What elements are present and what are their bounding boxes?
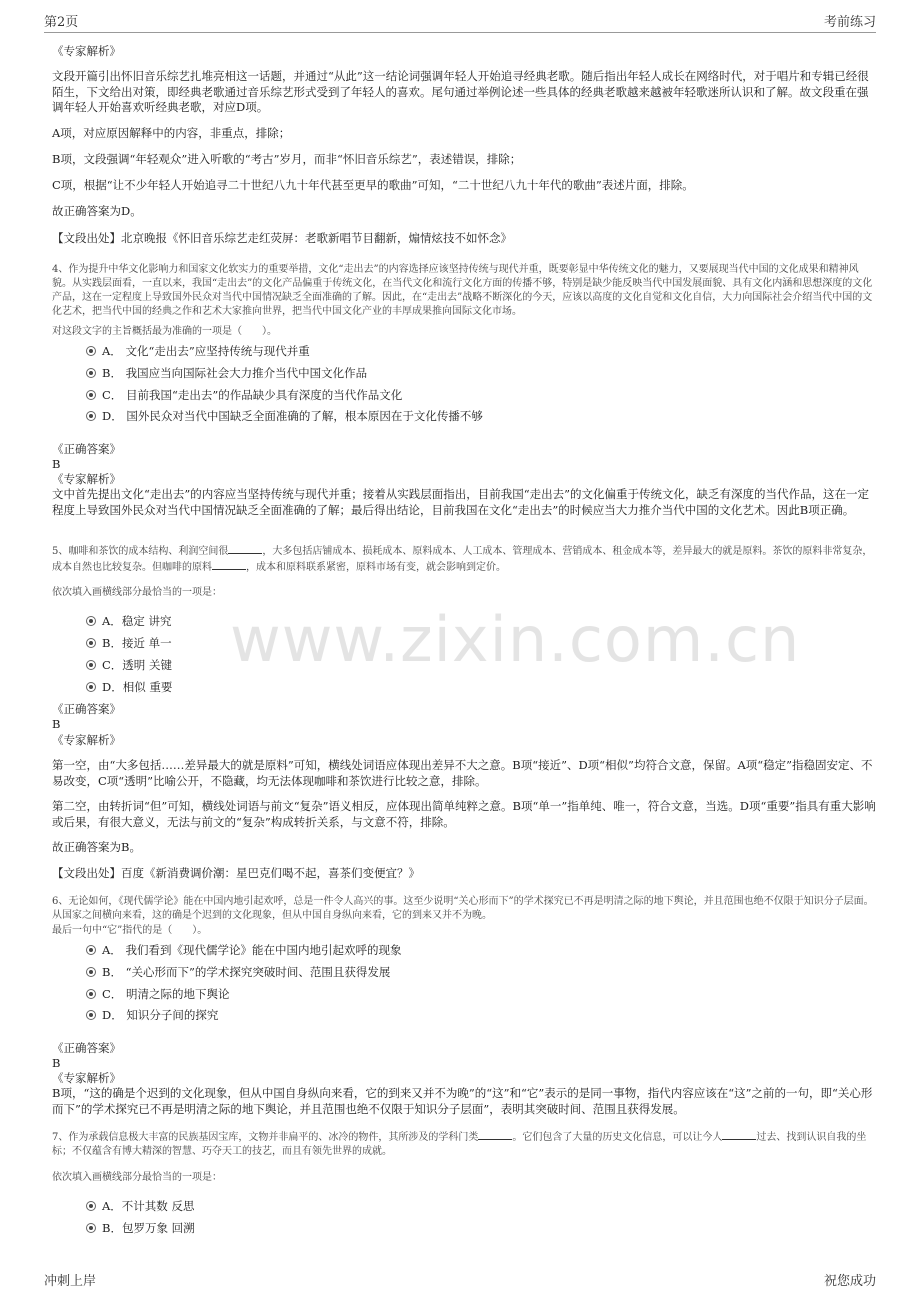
q6-analysis-label: 《专家解析》 [52,1071,121,1085]
q6-option-a[interactable]: A． 我们看到《现代儒学论》能在中国内地引起欢呼的现象 [86,943,401,958]
page-number: 第2页 [44,15,79,30]
q5-option-b[interactable]: B．接近 单一 [86,636,172,651]
q6-answer: B [52,1056,61,1070]
q3-analysis-c: C项，根据“让不少年轻人开始追寻二十世纪八九十年代甚至更早的歌曲”可知，“二十世纪八九十年代的歌曲”表述片面，排除。 [52,178,694,192]
watermark: www.zixin.com.cn [230,603,801,676]
q5-stem: 5、咖啡和茶饮的成本结构、利润空间很 ，大多包括店铺成本、损耗成本、原料成本、人工成本、管理成本、营销成本、租金成本等，差异最大的就是原料。茶饮的原料非常复杂，成本自然也比较复杂。但咖啡的原料 ，成本和原料联系紧密，原料市场有变，就会影响到定价。 [52,543,876,575]
q7-stem: 7、作为承载信息极大丰富的民族基因宝库，文物并非扁平的、冰冷的物件，其所涉及的学科门类 。它们包含了大量的历史文化信息，可以让今人 过去、找到认识自我的坐标；不仅蕴含有博大精深的智慧、巧夺天工的技艺，而且有领先世界的成就。 [52,1129,876,1159]
q4-answer: B [52,457,61,471]
q6-option-c[interactable]: C． 明清之际的地下舆论 [86,987,229,1002]
q4-option-b[interactable]: B． 我国应当向国际社会大力推介当代中国文化作品 [86,366,367,381]
radio-icon[interactable] [86,390,96,400]
footer-right: 祝您成功 [823,1274,876,1289]
radio-icon[interactable] [86,1201,96,1211]
q4-option-a[interactable]: A． 文化“走出去”应坚持传统与现代并重 [86,344,310,359]
q5-option-c[interactable]: C．透明 关键 [86,658,172,673]
q4-analysis-label: 《专家解析》 [52,472,121,486]
blank-1 [228,543,262,554]
q5-analysis-p1: 第一空，由“大多包括……差异最大的就是原料”可知，横线处词语应体现出差异不大之意。B项“接近”、D项“相似”均符合文意，保留。A项“稳定”指稳固安定、不易改变，C项“透明”比喻公开，不隐藏，均无法体现咖啡和茶饮进行比较之意，排除。 [52,758,873,788]
q3-answer: 故正确答案为D。 [52,204,142,218]
blank-2 [722,1129,756,1140]
radio-icon[interactable] [86,660,96,670]
q6-option-d[interactable]: D． 知识分子间的探究 [86,1008,218,1023]
radio-icon[interactable] [86,346,96,356]
radio-icon[interactable] [86,945,96,955]
blank-1 [478,1129,512,1140]
q6-option-b[interactable]: B． “关心形而下”的学术探究突破时间、范围且获得发展 [86,965,390,980]
q3-source: 【文段出处】北京晚报《怀旧音乐综艺走红荧屏：老歌新唱节目翻新，煽情炫技不如怀念》 [52,231,512,245]
q4-answer-label: 《正确答案》 [52,442,121,456]
q7-question: 依次填入画横线部分最恰当的一项是： [52,1172,222,1183]
q4-question: 对这段文字的主旨概括最为准确的一项是（ ）。 [52,326,277,337]
q6-analysis: B项，“这的确是个迟到的文化现象，但从中国自身纵向来看，它的到来又并不为晚”的“这”和“它”表示的是同一事物，指代内容应该在“这”之前的一句，即“关心形而下”的学术探究已不再是明清之际的地下舆论，并且范围也绝不仅限于知识分子层面”，表明其突破时间、范围且获得发展。 [52,1086,873,1116]
q4-option-d[interactable]: D． 国外民众对当代中国缺乏全面准确的了解，根本原因在于文化传播不够 [86,409,483,424]
q4-analysis: 文中首先提出文化“走出去”的内容应当坚持传统与现代并重；接着从实践层面指出，目前我国“走出去”的文化偏重于传统文化，缺乏有深度的当代作品，这在一定程度上导致国外民众对当代中国情况缺乏全面准确的了解；最后得出结论，目前我国在文化“走出去”的时候应当大力推介当代中国的文化艺术。因此B项正确。 [52,487,870,517]
radio-icon[interactable] [86,638,96,648]
q7-option-b[interactable]: B．包罗万象 回溯 [86,1221,195,1236]
q4-option-c[interactable]: C． 目前我国“走出去”的作品缺少具有深度的当代作品文化 [86,388,402,403]
q5-option-d[interactable]: D．相似 重要 [86,680,172,695]
q5-source: 【文段出处】百度《新消费调价潮：星巴克们喝不起，喜茶们变便宜？》 [52,866,420,880]
radio-icon[interactable] [86,989,96,999]
radio-icon[interactable] [86,682,96,692]
q6-answer-label: 《正确答案》 [52,1041,121,1055]
q5-conclusion: 故正确答案为B。 [52,840,141,854]
q4-stem: 4、作为提升中华文化影响力和国家文化软实力的重要举措，文化“走出去”的内容选择应该坚持传统与现代并重，既要彰显中华传统文化的魅力，又要展现当代中国的文化成果和精神风貌。从实践层面看，一直以来，我国“走出去”的文化产品偏重于传统文化，在当代文化和流行文化方面的传播不够，特别是缺少能反映当代中国发展面貌、具有文化内涵和思想深度的文化产品，这在一定程度上导致国外民众对当代中国情况缺乏全面准确的了解。因此，在“走出去”战略不断深化的今天，应该以高度的文化自觉和文化自信，大力向国际社会介绍当代中国的文化艺术，把当代中国的经典之作和艺术大家推向世界，把当代中国文化产业的丰厚成果推向国际文化市场。 [52,264,873,317]
q3-analysis-b: B项，文段强调“年轻观众”进入听歌的“考古”岁月，而非“怀旧音乐综艺”，表述错误，排除； [52,152,522,166]
header-title: 考前练习 [823,15,876,30]
radio-icon[interactable] [86,616,96,626]
q5-analysis-label: 《专家解析》 [52,733,121,747]
radio-icon[interactable] [86,368,96,378]
radio-icon[interactable] [86,1223,96,1233]
q6-question: 最后一句中“它”指代的是（ ）。 [52,925,208,936]
q7-option-a[interactable]: A．不计其数 反思 [86,1199,194,1214]
q3-analysis-label: 《专家解析》 [52,44,121,58]
q5-answer-label: 《正确答案》 [52,702,121,716]
q3-analysis-a: A项，对应原因解释中的内容，非重点，排除； [52,126,291,140]
q5-analysis-p2: 第二空，由转折词“但”可知，横线处词语与前文“复杂”语义相反，应体现出简单纯粹之意。B项“单一”指单纯、唯一，符合文意，当选。D项“重要”指具有重大影响或后果，有很大意义，无法与前文的“复杂”构成转折关系，与文意不符，排除。 [52,799,876,829]
q6-stem: 6、无论如何，《现代儒学论》能在中国内地引起欢呼，总是一件令人高兴的事。这至少说明“关心形而下”的学术探究已不再是明清之际的地下舆论，并且范围也绝不仅限于知识分子层面。从国家之间横向来看，这的确是个迟到的文化现象，但从中国自身纵向来看，它的到来又并不为晚。 [52,896,874,921]
page-header [44,8,876,33]
footer-left: 冲刺上岸 [44,1274,97,1289]
q5-option-a[interactable]: A．稳定 讲究 [86,614,171,629]
radio-icon[interactable] [86,1010,96,1020]
blank-2 [212,559,246,570]
radio-icon[interactable] [86,967,96,977]
radio-icon[interactable] [86,411,96,421]
q5-answer: B [52,717,61,731]
q3-analysis-p1: 文段开篇引出怀旧音乐综艺扎堆亮相这一话题，并通过“从此”这一结论词强调年轻人开始追寻经典老歌。随后指出年轻人成长在网络时代，对于唱片和专辑已经很陌生，下文给出对策，即经典老歌通过音乐综艺形式受到了年轻人的喜欢。尾句通过举例论述一些具体的经典老歌越来越被年轻歌迷所认识和了解。故文段重在强调年轻人开始喜欢听经典老歌，对应D项。 [52,69,869,114]
q5-question: 依次填入画横线部分最恰当的一项是： [52,587,222,598]
